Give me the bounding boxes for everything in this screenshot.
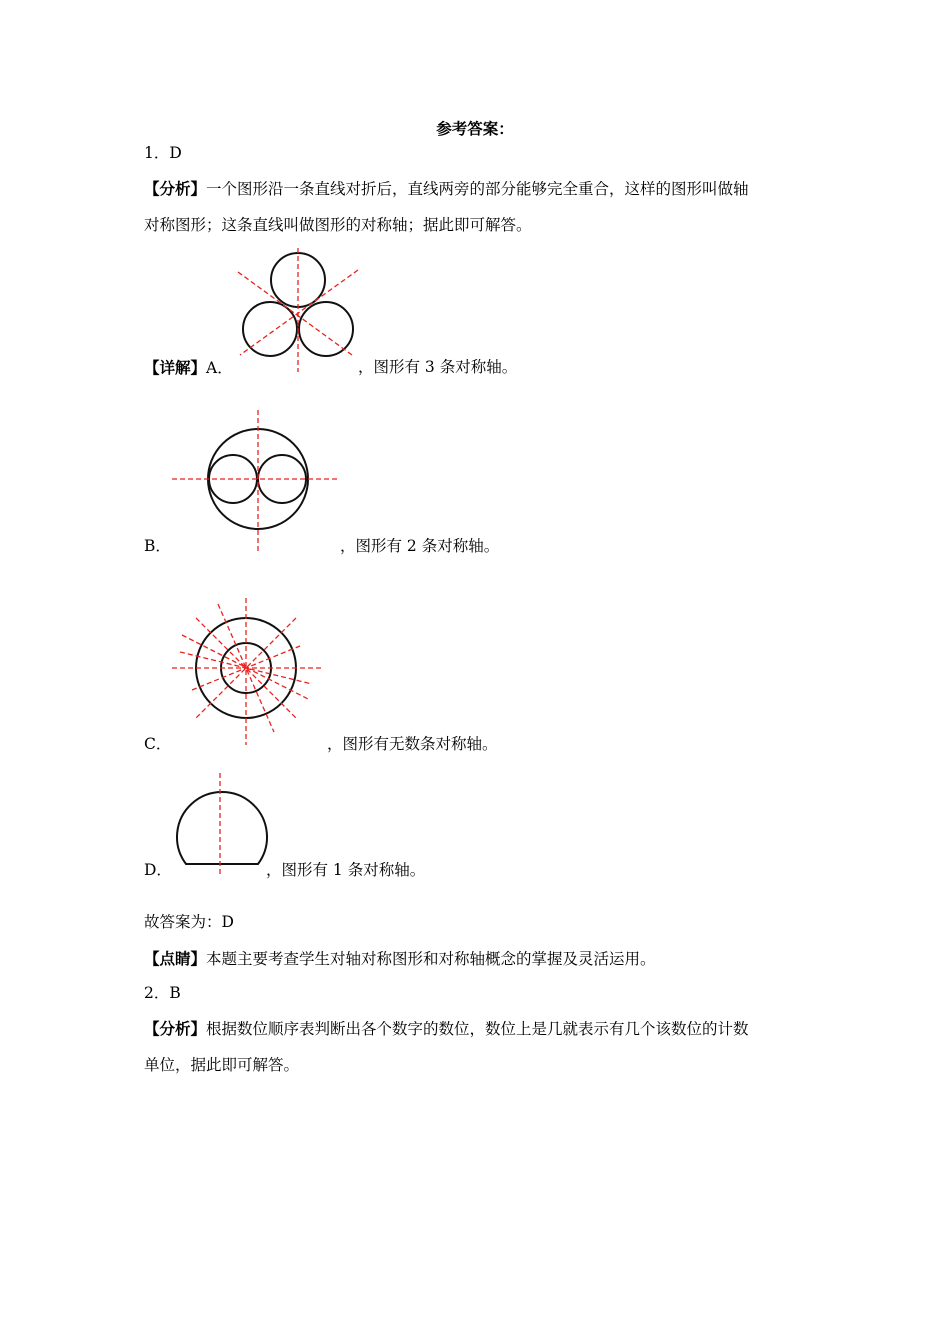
- q1-analysis-line1: [144, 181, 749, 198]
- option-d-text: ，图形有 1 条对称轴。: [266, 861, 426, 879]
- figure-a-right-circle: [299, 302, 353, 356]
- q2-analysis-tag: 【分析】: [144, 1019, 207, 1038]
- comment-text: 本题主要考查学生对轴对称图形和对称轴概念的掌握及灵活运用。: [206, 950, 656, 968]
- q1-analysis-line2: 对称图形；这条直线叫做图形的对称轴；据此即可解答。: [144, 216, 532, 234]
- option-b-label: B．: [144, 537, 171, 555]
- figure-d-outline: [177, 792, 267, 864]
- option-d-label: D．: [144, 861, 172, 879]
- q2-analysis-line1: [144, 1021, 749, 1038]
- figure-a-axis-diagonal-1: [238, 272, 352, 355]
- analysis-text: 一个图形沿一条直线对折后，直线两旁的部分能够完全重合，这样的图形叫做轴: [206, 180, 749, 198]
- figure-c-concentric-circles: [170, 595, 330, 750]
- figure-a-left-circle: [243, 302, 297, 356]
- option-b-text: ，图形有 2 条对称轴。: [340, 537, 500, 555]
- q2-analysis-text: 根据数位顺序表判断出各个数字的数位，数位上是几就表示有几个该数位的计数: [206, 1020, 749, 1038]
- q2-analysis-line2: 单位，据此即可解答。: [144, 1056, 300, 1074]
- figure-b-circle-two-inner: [165, 405, 345, 555]
- q1-option-a: [144, 360, 233, 377]
- figure-d-truncated-circle: [168, 768, 278, 878]
- option-c-label: C．: [144, 735, 172, 753]
- comment-tag: 【点睛】: [144, 949, 207, 968]
- figure-a-axis-diagonal-2: [240, 270, 358, 355]
- page-title: 参考答案：: [436, 120, 514, 138]
- figure-a-three-circles: [230, 245, 370, 375]
- option-a-text: ，图形有 3 条对称轴。: [358, 358, 518, 376]
- q2-number: 2．B: [144, 984, 181, 1002]
- figure-b-right-inner-circle: [258, 455, 306, 503]
- option-c-text: ，图形有无数条对称轴。: [327, 735, 498, 753]
- q1-number: 1．D: [144, 144, 182, 162]
- option-a-label: A．: [206, 359, 233, 377]
- q1-comment: [144, 951, 656, 968]
- detail-tag: 【详解】: [144, 358, 207, 377]
- q1-answer: 故答案为：D: [144, 913, 234, 931]
- analysis-tag: 【分析】: [144, 179, 207, 198]
